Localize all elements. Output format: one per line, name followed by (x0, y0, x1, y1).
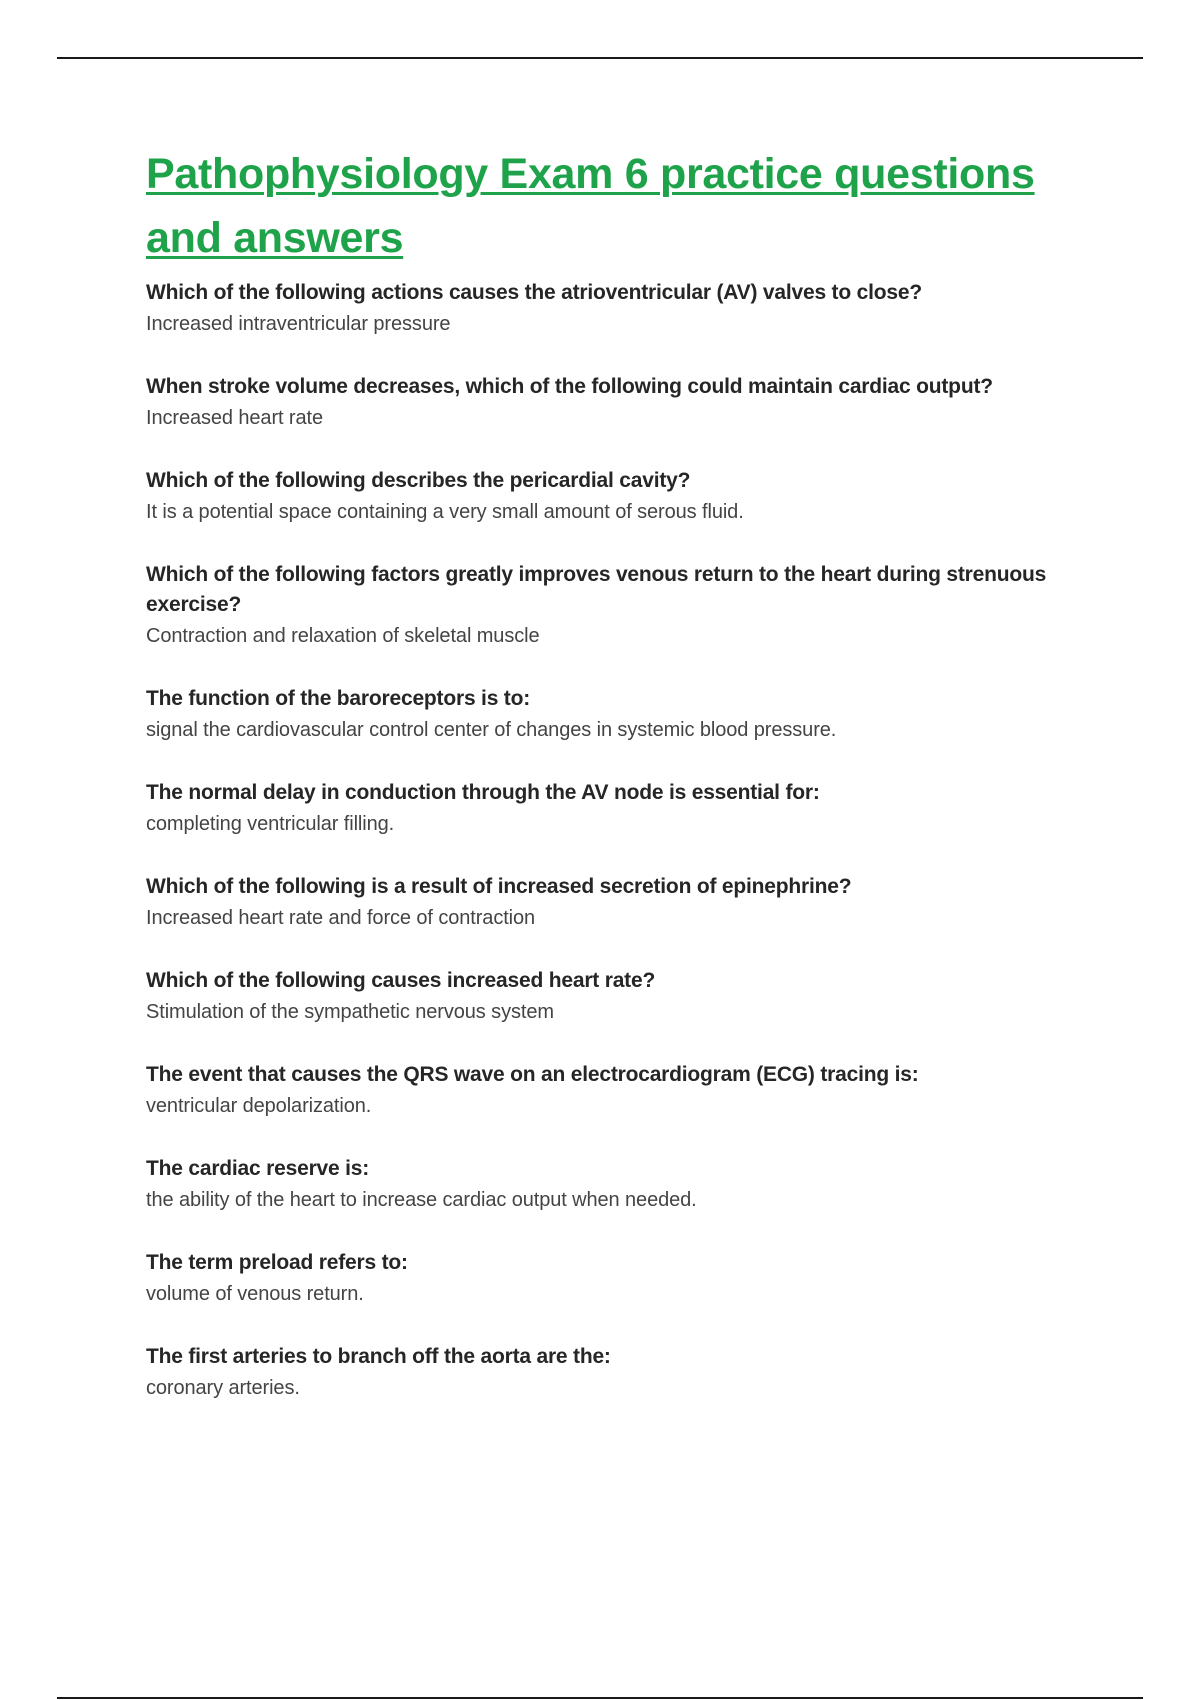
question-text: Which of the following actions causes the atrioventricular (AV) valves to close? (146, 281, 922, 304)
qa-item (146, 684, 1086, 746)
qa-item (146, 1154, 1086, 1216)
answer-text: Increased heart rate (146, 407, 323, 429)
answer-text: It is a potential space containing a very small amount of serous fluid. (146, 501, 744, 523)
question-text: Which of the following describes the pericardial cavity? (146, 469, 691, 492)
document-title: Pathophysiology Exam 6 practice questions and answers (146, 150, 1035, 262)
answer-text: Stimulation of the sympathetic nervous system (146, 1001, 554, 1023)
footer-rule (57, 1697, 1143, 1699)
answer-text: Contraction and relaxation of skeletal muscle (146, 625, 540, 647)
question-text: The cardiac reserve is: (146, 1157, 370, 1180)
qa-item (146, 778, 1086, 840)
qa-item (146, 872, 1086, 934)
question-text: The event that causes the QRS wave on an electrocardiogram (ECG) tracing is: (146, 1063, 919, 1086)
answer-text: Increased intraventricular pressure (146, 313, 451, 335)
qa-item (146, 278, 1086, 340)
question-text: Which of the following is a result of increased secretion of epinephrine? (146, 875, 852, 898)
answer-text: coronary arteries. (146, 1377, 300, 1399)
answer-text: completing ventricular filling. (146, 813, 395, 835)
answer-text: Increased heart rate and force of contraction (146, 907, 536, 929)
question-text: The normal delay in conduction through the AV node is essential for: (146, 781, 820, 804)
document-body (146, 142, 1086, 1436)
qa-list (146, 278, 1086, 1404)
qa-item (146, 966, 1086, 1028)
qa-item (146, 560, 1086, 652)
answer-text: signal the cardiovascular control center of changes in systemic blood pressure. (146, 719, 837, 741)
question-text: Which of the following factors greatly improves venous return to the heart during strenuous exercise? (146, 563, 1047, 616)
question-text: The first arteries to branch off the aorta are the: (146, 1345, 611, 1368)
question-text: Which of the following causes increased heart rate? (146, 969, 656, 992)
question-text: The function of the baroreceptors is to: (146, 687, 531, 710)
question-text: When stroke volume decreases, which of the following could maintain cardiac output? (146, 375, 993, 398)
answer-text: the ability of the heart to increase cardiac output when needed. (146, 1189, 697, 1211)
qa-item (146, 1248, 1086, 1310)
answer-text: volume of venous return. (146, 1283, 364, 1305)
answer-text: ventricular depolarization. (146, 1095, 372, 1117)
question-text: The term preload refers to: (146, 1251, 408, 1274)
qa-item (146, 1060, 1086, 1122)
header-rule (57, 57, 1143, 59)
qa-item (146, 466, 1086, 528)
qa-item (146, 372, 1086, 434)
qa-item (146, 1342, 1086, 1404)
